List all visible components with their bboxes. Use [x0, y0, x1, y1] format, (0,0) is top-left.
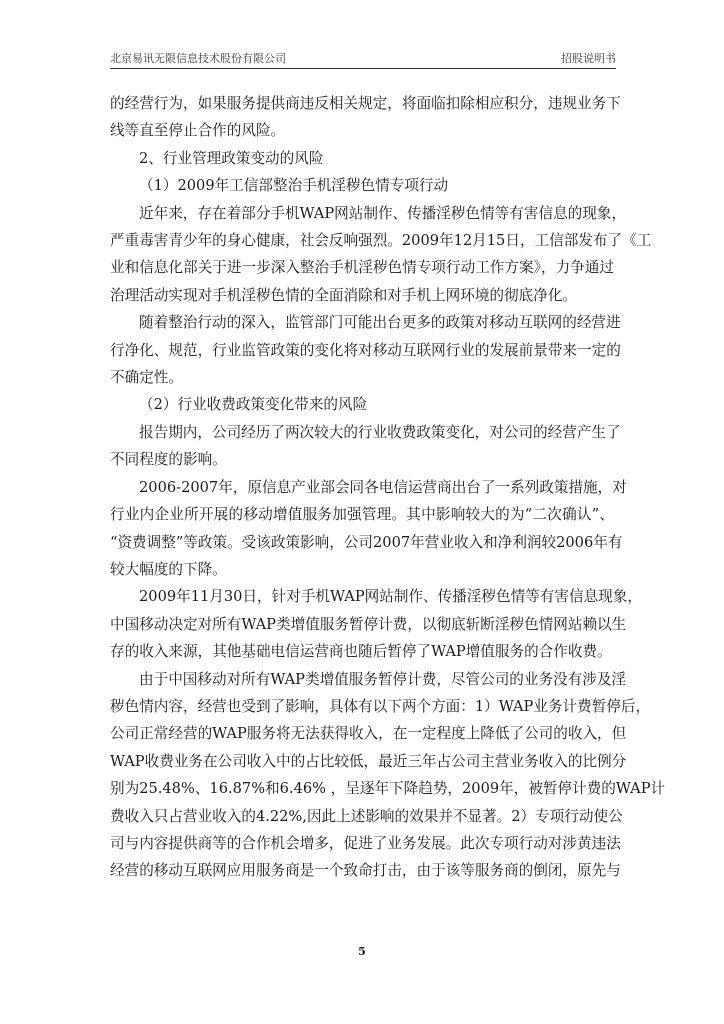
- text-line: 近年来，存在着部分手机WAP网站制作、传播淫秽色情等有害信息的现象，: [139, 204, 627, 222]
- text-line: 2009年11月30日，针对手机WAP网站制作、传播淫秽色情等有害信息现象，: [139, 588, 642, 606]
- text-line: 不确定性。: [110, 369, 183, 387]
- text-line: 行净化、规范，行业监管政策的变化将对移动互联网行业的发展前景带来一定的: [110, 341, 621, 359]
- text-line: 存的收入来源，其他基础电信运营商也随后暂停了WAP增值服务的合作收费。: [110, 643, 612, 661]
- header-doc-type: 招股说明书: [561, 52, 616, 65]
- text-line: 费收入只占营业收入的4.22%,因此上述影响的效果并不显著。2）专项行动使公: [110, 807, 623, 825]
- text-line: 报告期内，公司经历了两次较大的行业收费政策变化，对公司的经营产生了: [139, 423, 621, 441]
- text-line: 别为25.48%、16.87%和6.46% ，呈逐年下降趋势，2009年，被暂停计费的WAP计: [110, 780, 666, 798]
- text-line: 2006-2007年，原信息产业部会同各电信运营商出台了一系列政策措施，对: [139, 478, 627, 496]
- header-company: 北京易讯无限信息技术股份有限公司: [110, 52, 286, 65]
- text-line: WAP收费业务在公司收入中的占比较低，最近三年占公司主营业务收入的比例分: [110, 752, 627, 770]
- text-line: 由于中国移动对所有WAP类增值服务暂停计费，尽管公司的业务没有涉及淫: [139, 670, 627, 688]
- text-line: 严重毒害青少年的身心健康，社会反响强烈。2009年12月15日，工信部发布了《工: [110, 232, 652, 250]
- text-line: 不同程度的影响。: [110, 451, 227, 469]
- text-line: 治理活动实现对手机淫秽色情的全面消除和对手机上网环境的彻底净化。: [110, 286, 578, 304]
- subsection-heading: （2）行业收费政策变化带来的风险: [139, 396, 368, 414]
- text-line: 行业内企业所开展的移动增值服务加强管理。其中影响较大的为“二次确认”、: [110, 506, 614, 524]
- text-line: 经营的移动互联网应用服务商是一个致命打击，由于该等服务商的倒闭，原先与: [110, 862, 621, 880]
- text-line: 中国移动决定对所有WAP类增值服务暂停计费，以彻底斩断淫秽色情网站赖以生: [110, 615, 627, 633]
- text-line: 线等直至停止合作的风险。: [110, 122, 286, 140]
- text-line: 司与内容提供商等的合作机会增多，促进了业务发展。此次专项行动对涉黄违法: [110, 834, 621, 852]
- text-line: 随着整治行动的深入，监管部门可能出台更多的政策对移动互联网的经营进: [139, 314, 621, 332]
- text-line: 较大幅度的下降。: [110, 560, 227, 578]
- page-header: [110, 50, 616, 69]
- text-line: “资费调整”等政策。受该政策影响，公司2007年营业收入和净利润较2006年有: [110, 533, 623, 551]
- text-line: 秽色情内容，经营也受到了影响，具体有以下两个方面：1）WAP业务计费暂停后，: [110, 697, 651, 715]
- section-heading: 2、行业管理政策变动的风险: [139, 149, 324, 167]
- body-text: [110, 90, 666, 885]
- text-line: 的经营行为，如果服务提供商违反相关规定，将面临扣除相应积分，违规业务下: [110, 95, 621, 112]
- text-line: 业和信息化部关于进一步深入整治手机淫秽色情专项行动工作方案》，力争通过: [110, 259, 614, 277]
- page-number: 5: [358, 945, 366, 958]
- text-line: 公司正常经营的WAP服务将无法获得收入，在一定程度上降低了公司的收入，但: [110, 725, 627, 743]
- subsection-heading: （1）2009年工信部整治手机淫秽色情专项行动: [139, 177, 449, 195]
